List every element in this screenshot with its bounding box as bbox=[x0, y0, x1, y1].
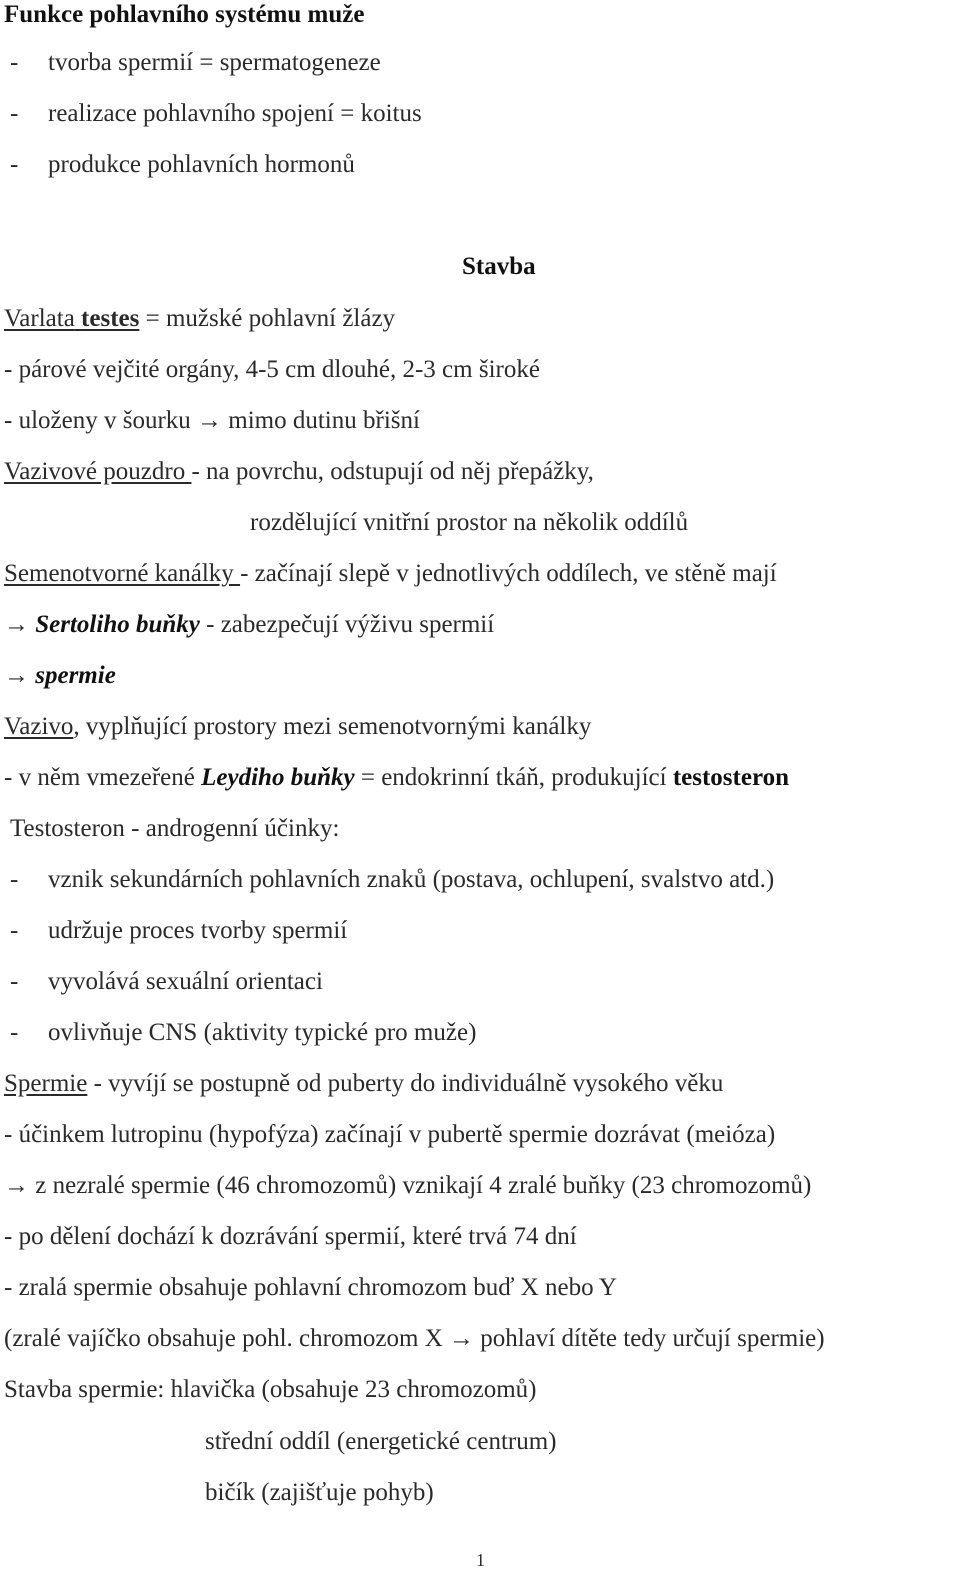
testosteron-item: - vznik sekundárních pohlavních znaků (postava, ochlupení, svalstvo atd.) bbox=[10, 866, 775, 893]
page-heading: Funkce pohlavního systému muže bbox=[4, 1, 365, 28]
spermie-detail-line: - po dělení dochází k dozrávání spermií, které trvá 74 dní bbox=[4, 1223, 577, 1250]
spermie-line: Spermie - vyvíjí se postupně od puberty do individuálně vysokého věku bbox=[4, 1070, 724, 1097]
varlata-line-3: - uloženy v šourku → mimo dutinu břišní bbox=[4, 407, 420, 434]
stavba-spermie-line: Stavba spermie: hlavička (obsahuje 23 chromozomů) bbox=[4, 1376, 537, 1403]
varlata-line: Varlata testes = mužské pohlavní žlázy bbox=[4, 305, 396, 332]
kanalky-line: Semenotvorné kanálky - začínají slepě v jednotlivých oddílech, ve stěně mají bbox=[4, 560, 777, 587]
spermie-detail-line: - účinkem lutropinu (hypofýza) začínají v pubertě spermie dozrávat (meióza) bbox=[4, 1121, 776, 1148]
vazivo-line: Vazivo, vyplňující prostory mezi semenotvornými kanálky bbox=[4, 713, 592, 740]
varlata-line-2: - párové vejčité orgány, 4-5 cm dlouhé, 2-3 cm široké bbox=[4, 356, 540, 383]
spermie-arrow-line: → spermie bbox=[4, 662, 116, 689]
section-title: Stavba bbox=[462, 253, 536, 280]
sertoli-line: → Sertoliho buňky - zabezpečují výživu spermií bbox=[4, 611, 495, 638]
stavba-spermie-line-3: bičík (zajišťuje pohyb) bbox=[205, 1479, 434, 1506]
function-item: - tvorba spermií = spermatogeneze bbox=[10, 49, 381, 76]
leydig-line: - v něm vmezeřené Leydiho buňky = endokrinní tkáň, produkující testosteron bbox=[4, 764, 789, 791]
testosteron-title: Testosteron - androgenní účinky: bbox=[10, 815, 340, 842]
spermie-detail-line: (zralé vajíčko obsahuje pohl. chromozom X → pohlaví dítěte tedy určují spermie) bbox=[4, 1325, 825, 1352]
spermie-detail-line: → z nezralé spermie (46 chromozomů) vznikají 4 zralé buňky (23 chromozomů) bbox=[4, 1172, 812, 1199]
testosteron-item: - ovlivňuje CNS (aktivity typické pro muže) bbox=[10, 1019, 477, 1046]
pouzdro-line-2: rozdělující vnitřní prostor na několik oddílů bbox=[250, 509, 689, 536]
testosteron-item: - udržuje proces tvorby spermií bbox=[10, 917, 348, 944]
testosteron-item: - vyvolává sexuální orientaci bbox=[10, 968, 323, 995]
function-item: - produkce pohlavních hormonů bbox=[10, 151, 355, 178]
page-number: 1 bbox=[476, 1550, 485, 1570]
pouzdro-line: Vazivové pouzdro - na povrchu, odstupují od něj přepážky, bbox=[4, 458, 594, 485]
spermie-detail-line: - zralá spermie obsahuje pohlavní chromozom buď X nebo Y bbox=[4, 1274, 617, 1301]
function-item: - realizace pohlavního spojení = koitus bbox=[10, 100, 422, 127]
stavba-spermie-line-2: střední oddíl (energetické centrum) bbox=[205, 1428, 557, 1455]
